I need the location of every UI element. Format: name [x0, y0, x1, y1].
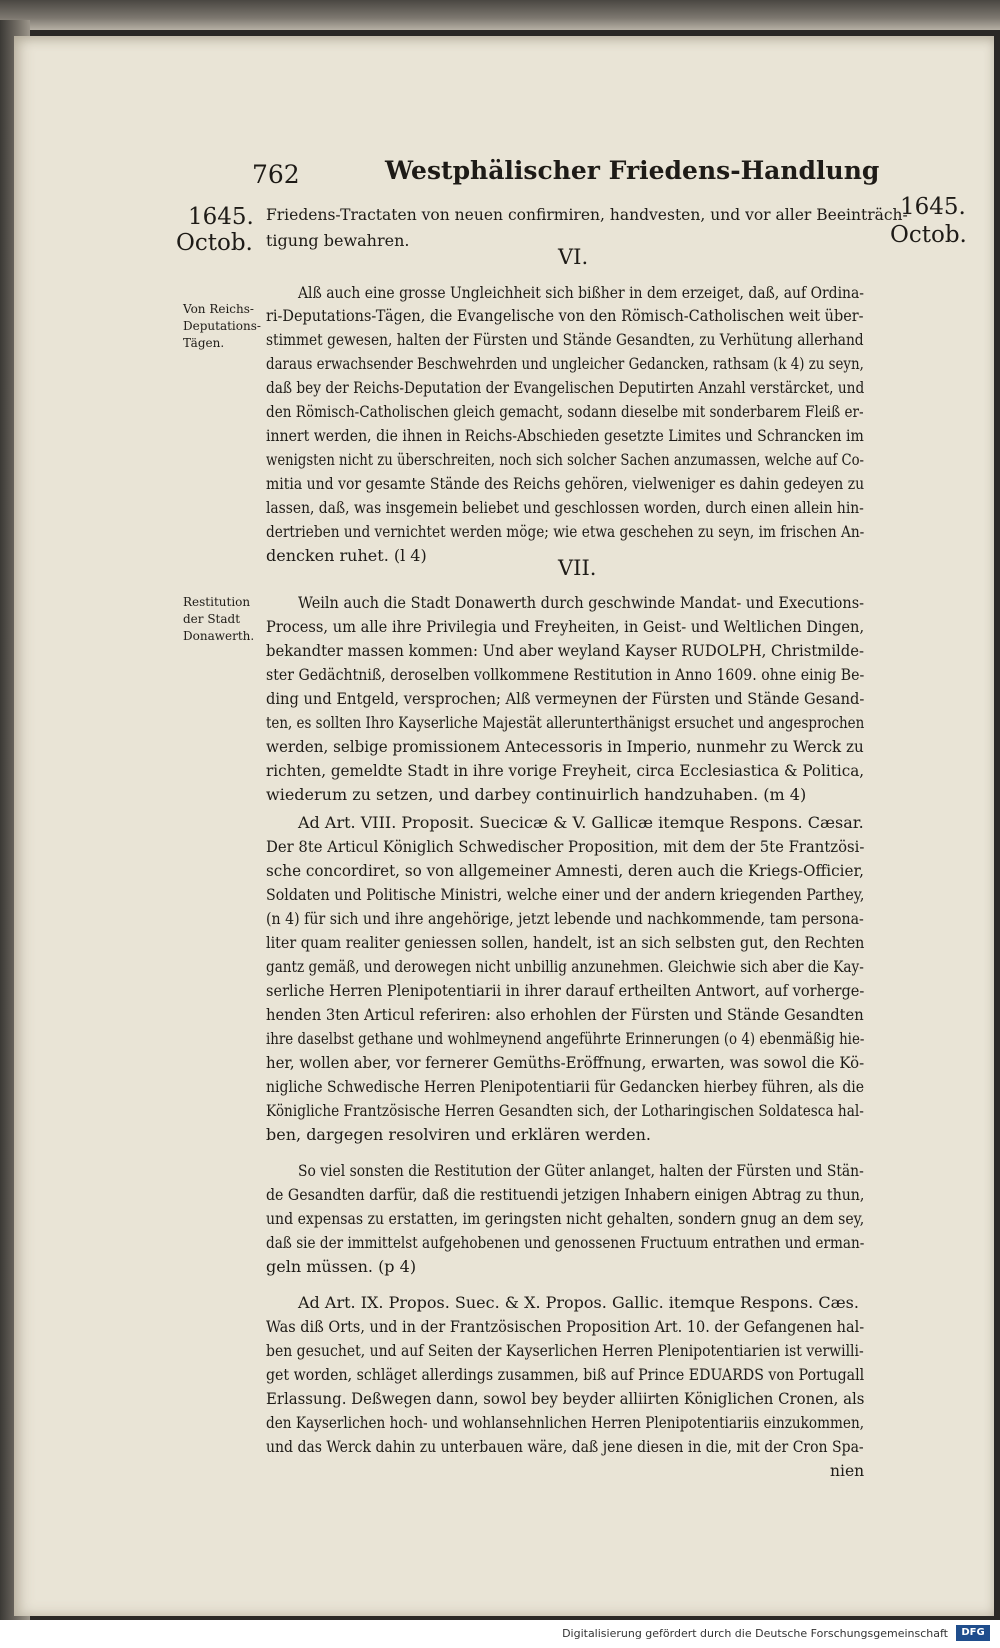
body-text-line: ding und Entgeld, versprochen; Alß vermeynen der Fürsten und Stände Gesand-	[266, 689, 865, 708]
body-text-line: daß bey der Reichs-Deputation der Evangelischen Deputirten Anzahl verstärcket, und	[266, 378, 865, 397]
body-text-line: nigliche Schwedische Herren Plenipotentiarii für Gedancken hierbey führen, als die	[266, 1077, 865, 1096]
body-text-line: den Römisch-Catholischen gleich gemacht, sodann dieselbe mit sonderbarem Fleiß er-	[266, 402, 864, 421]
digitization-footer	[0, 1620, 1000, 1648]
body-text-line: wiederum zu setzen, und darbey continuirlich handzuhaben. (m 4)	[266, 785, 807, 804]
body-text-line: und das Werck dahin zu unterbauen wäre, daß jene diesen in die, mit der Cron Spa-	[266, 1437, 864, 1456]
body-text-line: ihre daselbst gethane und wohlmeynend angeführte Erinnerungen (o 4) ebenmäßig hie-	[266, 1029, 865, 1048]
body-text-line: her, wollen aber, vor fernerer Gemüths-Eröffnung, erwarten, was sowol die Kö-	[266, 1053, 865, 1072]
body-text-line: Ad Art. IX. Propos. Suec. & X. Propos. Gallic. itemque Respons. Cæs.	[298, 1293, 859, 1312]
body-text-line: den Kayserlichen hoch- und wohlansehnlichen Herren Plenipotentiariis einzukommen,	[266, 1413, 865, 1432]
body-text-line: Was diß Orts, und in der Frantzösischen Proposition Art. 10. der Gefangenen hal-	[266, 1317, 865, 1336]
body-text-line: richten, gemeldte Stadt in ihre vorige Freyheit, circa Ecclesiastica & Politica,	[266, 761, 865, 780]
body-text-line: Ad Art. VIII. Proposit. Suecicæ & V. Gallicæ itemque Respons. Cæsar.	[298, 813, 864, 832]
body-text-line: Der 8te Articul Königlich Schwedischer Proposition, mit dem der 5te Frantzösi-	[266, 837, 865, 856]
body-text-line: Erlassung. Deßwegen dann, sowol bey beyder alliirten Königlichen Cronen, als	[266, 1389, 865, 1408]
body-text-line: mitia und vor gesamte Stände des Reichs gehören, vielweniger es dahin gedeyen zu	[266, 474, 865, 493]
body-text-line: gantz gemäß, und derowegen nicht unbillig anzunehmen. Gleichwie sich aber die Kay-	[266, 957, 864, 976]
body-text-line: werden, selbige promissionem Antecessoris in Imperio, nunmehr zu Werck zu	[266, 737, 864, 756]
body-text-line: daß sie der immittelst aufgehobenen und genossenen Fructuum entrathen und erman-	[266, 1233, 865, 1252]
body-text-line: geln müssen. (p 4)	[266, 1257, 417, 1276]
body-text-line: ben, dargegen resolviren und erklären werden.	[266, 1125, 651, 1144]
month-left: Octob.	[176, 230, 253, 256]
body-text-line: get worden, schläget allerdings zusammen, biß auf Prince EDUARDS von Portugall	[266, 1365, 865, 1384]
body-text-line: und expensas zu erstatten, im geringsten nicht gehalten, sondern gnug an dem sey,	[266, 1209, 865, 1228]
month-right: Octob.	[890, 222, 967, 248]
body-text-line: de Gesandten darfür, daß die restituendi jetzigen Inhabern einigen Abtrag zu thun,	[266, 1185, 865, 1204]
page-number: 762	[252, 160, 300, 189]
body-text-line: henden 3ten Articul referiren: also erhohlen der Fürsten und Stände Gesandten	[266, 1005, 864, 1024]
body-text-line: sche concordiret, so von allgemeiner Amnesti, deren auch die Kriegs-Officier,	[266, 861, 864, 880]
body-text-line: liter quam realiter geniessen sollen, handelt, ist an sich selbsten gut, den Rechten	[266, 933, 865, 952]
body-text-line: Process, um alle ihre Privilegia und Freyheiten, in Geist- und Weltlichen Dingen,	[266, 617, 865, 636]
body-text-line: (n 4) für sich und ihre angehörige, jetzt lebende und nachkommende, tam persona-	[266, 909, 864, 928]
margin-note: Restitution der Stadt Donawerth.	[183, 595, 255, 643]
body-text-line: dertrieben und vernichtet werden möge; wie etwa geschehen zu seyn, im frischen An-	[266, 522, 865, 541]
body-text-line: dencken ruhet. (l 4)	[266, 546, 427, 565]
body-text-line: bekandter massen kommen: Und aber weyland Kayser RUDOLPH, Christmilde-	[266, 641, 865, 660]
body-text-line: Friedens-Tractaten von neuen confirmiren, handvesten, und vor aller Beeinträch-	[266, 205, 908, 224]
body-text-line: ster Gedächtniß, deroselben vollkommene Restitution in Anno 1609. ohne einig Be-	[266, 665, 865, 684]
body-text-line: nien	[830, 1461, 865, 1480]
body-text-line: stimmet gewesen, halten der Fürsten und Stände Gesandten, zu Verhütung allerhand	[266, 330, 864, 349]
body-text-line: ten, es sollten Ihro Kayserliche Majestät allerunterthänigst ersuchet und angesprochen	[266, 713, 865, 732]
body-text-line: innert werden, die ihnen in Reichs-Abschieden gesetzte Limites und Schrancken im	[266, 426, 864, 445]
body-text-line: Soldaten und Politische Ministri, welche einer und der andern kriegenden Parthey,	[266, 885, 865, 904]
dfg-logo: DFG	[956, 1625, 990, 1641]
body-text-line: Weiln auch die Stadt Donawerth durch geschwinde Mandat- und Executions-	[298, 593, 865, 612]
book-top-edge	[0, 0, 1000, 30]
section-heading-vii: VII.	[558, 556, 597, 580]
body-text-line: serliche Herren Plenipotentiarii in ihrer darauf ertheilten Antwort, auf vorherge-	[266, 981, 865, 1000]
body-text-line: Alß auch eine grosse Ungleichheit sich bißher in dem erzeiget, daß, auf Ordina-	[298, 283, 865, 302]
body-text-line: So viel sonsten die Restitution der Güter anlanget, halten der Fürsten und Stän-	[298, 1161, 864, 1180]
body-text-line: Königliche Frantzösische Herren Gesandten sich, der Lotharingischen Soldatesca hal-	[266, 1101, 864, 1120]
body-text-line: ben gesuchet, und auf Seiten der Kayserlichen Herren Plenipotentiarien ist verwilli-	[266, 1341, 864, 1360]
body-text-line: ri-Deputations-Tägen, die Evangelische von den Römisch-Catholischen weit über-	[266, 306, 864, 325]
margin-note: Von Reichs-Deputations-Tägen.	[183, 302, 261, 350]
section-heading-vi: VI.	[558, 245, 589, 269]
body-text-line: daraus erwachsender Beschwehrden und ungleicher Gedancken, rathsam (k 4) zu seyn,	[266, 354, 864, 373]
body-text-line: lassen, daß, was insgemein beliebet und geschlossen worden, durch einen allein hin-	[266, 498, 864, 517]
year-right: 1645.	[900, 194, 966, 220]
body-text-line: wenigsten nicht zu überschreiten, noch sich solcher Sachen anzumassen, welche auf Co-	[266, 450, 865, 469]
body-text-line: tigung bewahren.	[266, 231, 410, 250]
running-head: Westphälischer Friedens-Handlung	[385, 156, 880, 185]
funding-credit: Digitalisierung gefördert durch die Deutsche Forschungsgemeinschaft	[562, 1627, 948, 1640]
year-left: 1645.	[188, 204, 254, 230]
